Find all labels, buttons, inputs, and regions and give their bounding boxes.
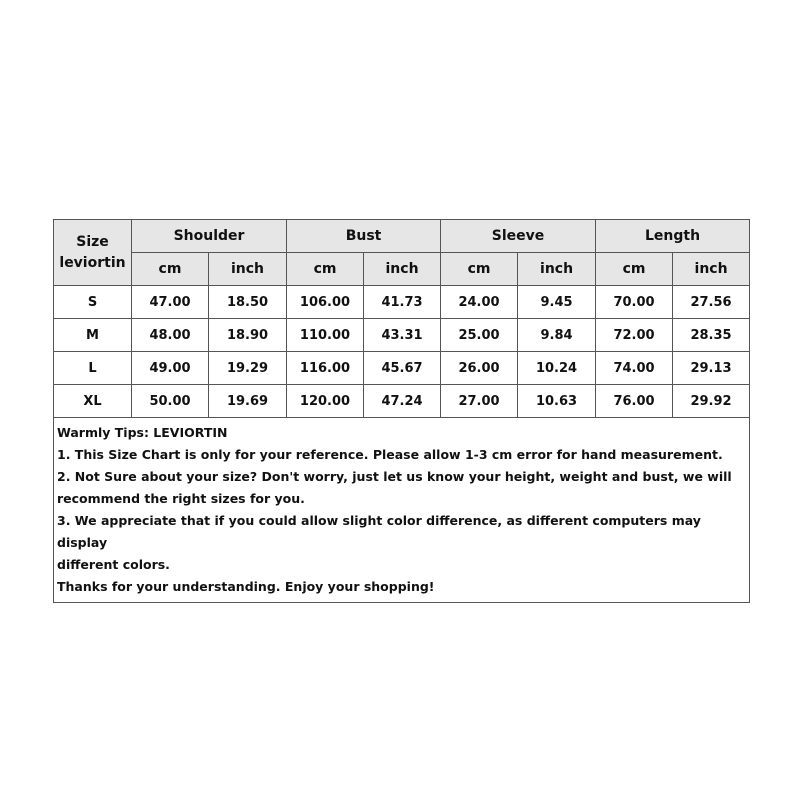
unit-header-shoulder-inch: inch	[209, 253, 287, 286]
value-cell: 76.00	[596, 385, 673, 418]
note-line: 2. Not Sure about your size? Don't worry, just let us know your height, weight and bust, we will	[57, 469, 732, 484]
value-cell: 19.69	[209, 385, 287, 418]
table-row-l	[54, 352, 750, 385]
value-cell: 9.84	[518, 319, 596, 352]
group-header-length: Length	[596, 220, 750, 253]
size-chart-table	[53, 219, 750, 603]
unit-header-length-inch: inch	[673, 253, 750, 286]
value-cell: 27.00	[441, 385, 518, 418]
value-cell: 70.00	[596, 286, 673, 319]
value-cell: 45.67	[364, 352, 441, 385]
value-cell: 74.00	[596, 352, 673, 385]
value-cell: 47.00	[132, 286, 209, 319]
notes-cell	[54, 418, 750, 603]
group-header-shoulder: Shoulder	[132, 220, 287, 253]
table-row-m	[54, 319, 750, 352]
value-cell: 50.00	[132, 385, 209, 418]
value-cell: 24.00	[441, 286, 518, 319]
value-cell: 48.00	[132, 319, 209, 352]
value-cell: 27.56	[673, 286, 750, 319]
size-cell: M	[54, 319, 132, 352]
value-cell: 26.00	[441, 352, 518, 385]
value-cell: 9.45	[518, 286, 596, 319]
value-cell: 10.63	[518, 385, 596, 418]
value-cell: 120.00	[287, 385, 364, 418]
notes-title: Warmly Tips: LEVIORTIN	[57, 425, 228, 440]
note-line: 3. We appreciate that if you could allow slight color difference, as different computers may display	[57, 513, 701, 550]
group-header-sleeve: Sleeve	[441, 220, 596, 253]
table-row-s	[54, 286, 750, 319]
unit-header-sleeve-cm: cm	[441, 253, 518, 286]
value-cell: 18.50	[209, 286, 287, 319]
unit-header-length-cm: cm	[596, 253, 673, 286]
notes-closing: Thanks for your understanding. Enjoy your shopping!	[57, 579, 435, 594]
size-cell: L	[54, 352, 132, 385]
value-cell: 47.24	[364, 385, 441, 418]
value-cell: 28.35	[673, 319, 750, 352]
size-header-label: Size	[76, 233, 109, 250]
size-cell: S	[54, 286, 132, 319]
size-cell: XL	[54, 385, 132, 418]
header-unit-row	[54, 253, 750, 286]
value-cell: 18.90	[209, 319, 287, 352]
value-cell: 43.31	[364, 319, 441, 352]
table-row-xl	[54, 385, 750, 418]
size-column-header	[54, 220, 132, 286]
value-cell: 10.24	[518, 352, 596, 385]
value-cell: 116.00	[287, 352, 364, 385]
value-cell: 29.92	[673, 385, 750, 418]
value-cell: 72.00	[596, 319, 673, 352]
value-cell: 41.73	[364, 286, 441, 319]
note-line: different colors.	[57, 557, 170, 572]
unit-header-shoulder-cm: cm	[132, 253, 209, 286]
size-header-brand: leviortin	[59, 254, 126, 271]
value-cell: 29.13	[673, 352, 750, 385]
value-cell: 106.00	[287, 286, 364, 319]
value-cell: 19.29	[209, 352, 287, 385]
notes-row	[54, 418, 750, 603]
unit-header-bust-cm: cm	[287, 253, 364, 286]
header-group-row	[54, 220, 750, 253]
unit-header-bust-inch: inch	[364, 253, 441, 286]
value-cell: 25.00	[441, 319, 518, 352]
note-line: recommend the right sizes for you.	[57, 491, 305, 506]
value-cell: 110.00	[287, 319, 364, 352]
unit-header-sleeve-inch: inch	[518, 253, 596, 286]
note-line: 1. This Size Chart is only for your reference. Please allow 1-3 cm error for hand measurement.	[57, 447, 723, 462]
group-header-bust: Bust	[287, 220, 441, 253]
value-cell: 49.00	[132, 352, 209, 385]
